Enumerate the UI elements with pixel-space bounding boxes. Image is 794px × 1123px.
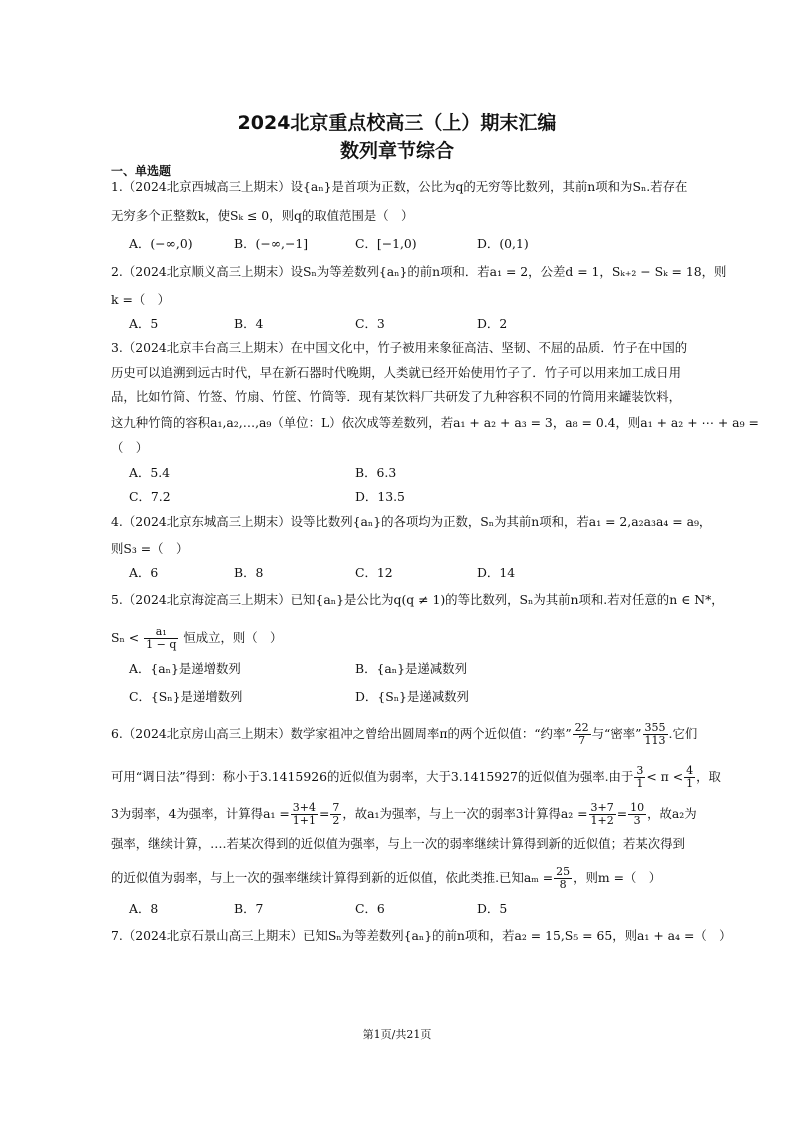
q2-option-c: C．3 — [355, 316, 385, 331]
q5-option-c: C．{Sₙ}是递增数列 — [129, 689, 243, 704]
q3-line3: 品，比如竹简、竹签、竹扇、竹筐、竹筒等．现有某饮料厂共研发了九种容积不同的竹筒用来罐装饮料， — [111, 389, 681, 404]
q6-line2-text-a: 可用“调日法”得到：称小于3.1415926的近似值为弱率，大于3.1415927的近似值为强率.由于 — [111, 769, 634, 784]
q6-line5 — [111, 866, 691, 891]
fraction — [330, 802, 341, 827]
q7-line1: 7.（2024北京石景山高三上期末）已知Sₙ为等差数列{aₙ}的前n项和，若a₂ = 15,S₅ = 65，则a₁ + a₄ =（ ） — [111, 928, 732, 943]
q6-line1-text-c: .它们 — [668, 726, 698, 741]
q6-line2 — [111, 764, 721, 790]
frac-den: 2 — [332, 814, 340, 827]
fraction — [634, 765, 645, 790]
frac-num: 3+7 — [590, 801, 614, 814]
q6-line5-text-a: 的近似值为弱率，与上一次的强率继续计算得到新的近似值，依此类推.已知aₘ = — [111, 870, 554, 885]
q5-line1: 5.（2024北京海淀高三上期末）已知{aₙ}是公比为q(q ≠ 1)的等比数列，Sₙ为其前n项和.若对任意的n ∈ N*， — [111, 592, 724, 607]
q3-line1: 3.（2024北京丰台高三上期末）在中国文化中，竹子被用来象征高洁、坚韧、不屈的品质．竹子在中国的 — [111, 340, 688, 355]
q6-option-c: C．6 — [355, 901, 385, 916]
q6-line2-text-c: ，取 — [696, 769, 721, 784]
q5-line2-pre: Sₙ < — [111, 630, 140, 645]
q6-line1 — [111, 721, 698, 747]
q3-line5: （ ） — [111, 440, 149, 455]
q4-line2: 则S₃ =（ ） — [111, 541, 189, 556]
q6-option-a: A．8 — [129, 901, 159, 916]
q5-option-a: A．{aₙ}是递增数列 — [129, 661, 241, 676]
q4-option-d: D．14 — [477, 565, 516, 580]
document-title: 2024北京重点校高三（上）期末汇编 — [237, 112, 557, 134]
q1-option-c: C．[−1,0) — [355, 236, 417, 251]
q5-option-d: D．{Sₙ}是递减数列 — [355, 689, 469, 704]
fraction — [589, 802, 616, 827]
q6-line2-text-b: < π < — [646, 769, 684, 784]
q6-line1-text-b: 与“密率” — [591, 726, 642, 741]
q2-option-d: D．2 — [477, 316, 508, 331]
q4-option-b: B．8 — [234, 565, 264, 580]
frac-den: 3 — [633, 814, 641, 827]
fraction — [684, 765, 695, 790]
fraction — [291, 802, 318, 827]
frac-den: 7 — [578, 734, 586, 747]
frac-num: 3 — [636, 764, 644, 777]
q6-option-d: D．5 — [477, 901, 508, 916]
q3-option-b: B．6.3 — [355, 465, 397, 480]
frac-den: 1+1 — [292, 814, 316, 827]
q3-option-d: D．13.5 — [355, 489, 405, 504]
frac-num: 4 — [686, 764, 694, 777]
q4-option-a: A．6 — [129, 565, 159, 580]
q6-line4: 强率，继续计算，….若某次得到的近似值为强率，与上一次的弱率继续计算得到新的近似值；若某次得到 — [111, 836, 685, 851]
frac-num: 355 — [644, 721, 666, 734]
q6-line3 — [111, 801, 697, 827]
q1-option-d: D．(0,1) — [477, 236, 529, 251]
q3-option-c: C．7.2 — [129, 489, 171, 504]
q3-line4: 这九种竹筒的容积a₁,a₂,…,a₉（单位：L）依次成等差数列，若a₁ + a₂ + a₃ = 3，a₈ = 0.4，则a₁ + a₂ + ⋯ + a₉ = — [111, 415, 759, 430]
q6-line3-text-a: 3为弱率，4为强率，计算得a₁ = — [111, 806, 290, 821]
q2-line2: k =（ ） — [111, 292, 171, 307]
q6-line3-text-e: ，故a₂为 — [647, 806, 697, 821]
frac-den: 1 — [636, 777, 644, 790]
frac-den: 113 — [644, 734, 666, 747]
q6-line1-text-a: 6.（2024北京房山高三上期末）数学家祖冲之曾给出圆周率π的两个近似值：“约率” — [111, 726, 572, 741]
q3-line2: 历史可以追溯到远古时代，早在新石器时代晚期，人类就已经开始使用竹子了．竹子可以用来加工成日用 — [111, 365, 681, 380]
q5-fraction-den: 1 − q — [146, 638, 177, 651]
frac-den: 8 — [559, 878, 567, 891]
q4-line1: 4.（2024北京东城高三上期末）设等比数列{aₙ}的各项均为正数，Sₙ为其前n项和，若a₁ = 2,a₂a₃a₄ = a₉， — [111, 514, 712, 529]
q1-line2: 无穷多个正整数k，使Sₖ ≤ 0，则q的取值范围是（ ） — [111, 208, 414, 223]
fraction — [628, 802, 646, 827]
frac-den: 1 — [686, 777, 694, 790]
q6-fraction-milv — [643, 722, 668, 747]
q2-option-a: A．5 — [129, 316, 159, 331]
q1-line1: 1.（2024北京西城高三上期末）设{aₙ}是首项为正数，公比为q的无穷等比数列，其前n项和为Sₙ.若存在 — [111, 179, 688, 194]
q4-option-c: C．12 — [355, 565, 393, 580]
frac-num: 7 — [332, 801, 340, 814]
q3-option-a: A．5.4 — [129, 465, 171, 480]
frac-num: 10 — [630, 801, 645, 814]
q6-option-b: B．7 — [234, 901, 264, 916]
fraction — [554, 866, 572, 891]
q6-line3-text-d: = — [616, 806, 628, 821]
q6-line3-text-b: = — [318, 806, 330, 821]
q5-option-b: B．{aₙ}是递减数列 — [355, 661, 467, 676]
q1-option-a: A．(−∞,0) — [129, 236, 193, 251]
document-subtitle: 数列章节综合 — [339, 140, 454, 162]
q6-fraction-yuelv — [573, 722, 591, 747]
q1-option-b: B．(−∞,−1] — [234, 236, 309, 251]
q5-line2-post: 恒成立，则（ ） — [183, 630, 283, 645]
frac-num: 25 — [556, 865, 571, 878]
frac-num: 3+4 — [292, 801, 316, 814]
frac-num: 22 — [574, 721, 589, 734]
page-footer: 第1页/共21页 — [362, 1028, 432, 1041]
q5-fraction-num: a₁ — [144, 626, 178, 639]
q6-line3-text-c: ，故a₁为强率，与上一次的弱率3计算得a₂ = — [342, 806, 588, 821]
q5-fraction — [144, 626, 178, 651]
q5-line2 — [111, 626, 691, 651]
frac-den: 1+2 — [590, 814, 614, 827]
section-heading: 一、单选题 — [111, 164, 172, 178]
q2-line1: 2.（2024北京顺义高三上期末）设Sₙ为等差数列{aₙ}的前n项和．若a₁ = 2，公差d = 1，Sₖ₊₂ − Sₖ = 18，则 — [111, 264, 727, 279]
q6-line5-text-b: ，则m =（ ） — [573, 870, 662, 885]
q2-option-b: B．4 — [234, 316, 264, 331]
